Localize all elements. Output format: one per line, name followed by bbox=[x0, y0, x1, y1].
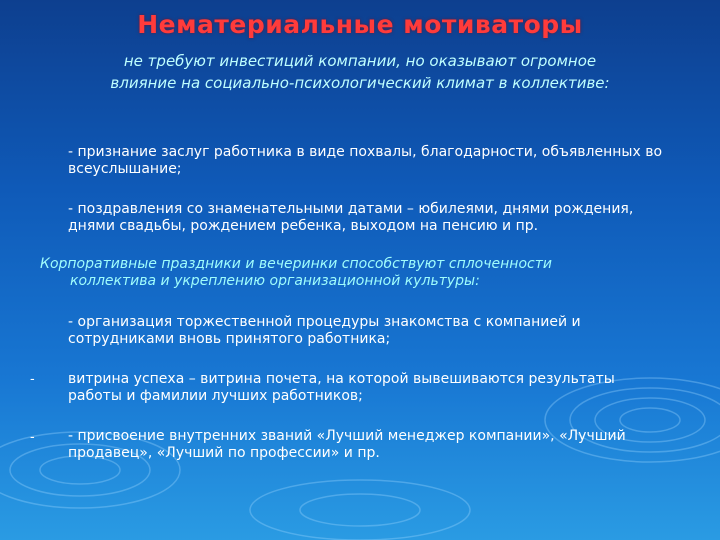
bullet-marker: - bbox=[30, 430, 35, 445]
list-item-success-board: витрина успеха – витрина почета, на которой вывешиваются результаты работы и фамилии лучших работников; bbox=[68, 371, 615, 404]
list-item-internal-titles: - присвоение внутренних званий «Лучший менеджер компании», «Лучший продавец», «Лучший по профессии» и пр. bbox=[68, 428, 626, 461]
list-item-congratulations: - поздравления со знаменательными датами – юбилеями, днями рождения, днями свадьбы, рождением ребенка, выходом на пенсию и пр. bbox=[68, 201, 634, 234]
corporate-line-2: коллектива и укреплению организационной культуры: bbox=[70, 273, 480, 289]
subtitle-line-1: не требуют инвестиций компании, но оказывают огромное bbox=[123, 52, 597, 70]
list-item-recognition: - признание заслуг работника в виде похвалы, благодарности, объявленных во всеуслышание; bbox=[68, 144, 663, 177]
subtitle-line-2: влияние на социально-психологический климат в коллективе: bbox=[110, 74, 610, 92]
slide-title: Нематериальные мотиваторы bbox=[137, 10, 583, 39]
corporate-events-heading bbox=[40, 256, 680, 290]
slide-subtitle bbox=[20, 50, 700, 94]
corporate-line-1: Корпоративные праздники и вечеринки способствуют сплоченности bbox=[40, 256, 552, 272]
bullet-marker: - bbox=[30, 372, 35, 387]
list-item-onboarding: - организация торжественной процедуры знакомства с компанией и сотрудниками вновь принятого работника; bbox=[68, 314, 581, 347]
